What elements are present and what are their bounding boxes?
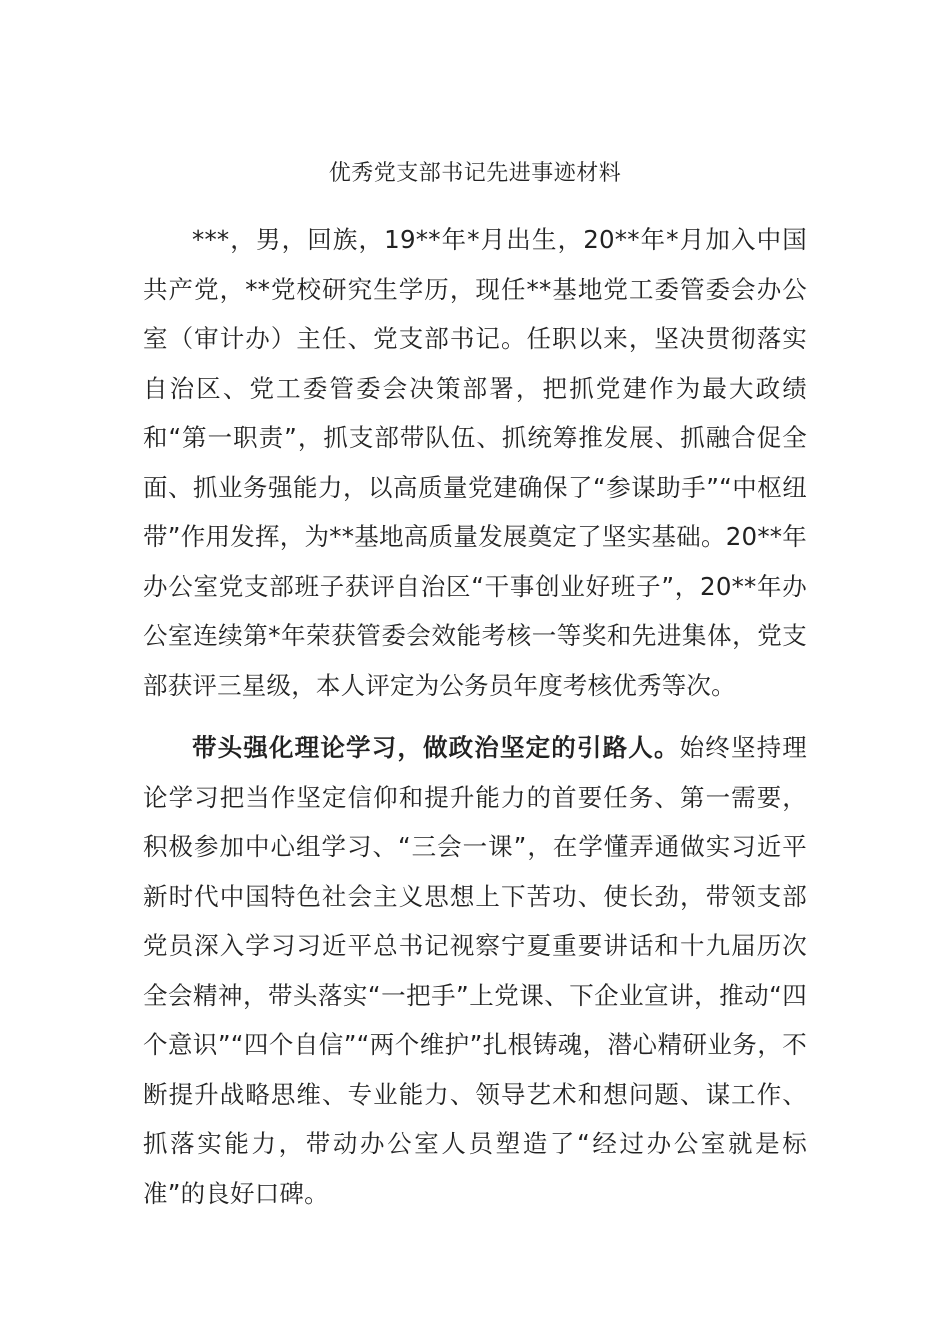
document-body — [143, 215, 807, 1218]
paragraph-profile — [143, 215, 807, 710]
document-title: 优秀党支部书记先进事迹材料 — [328, 161, 622, 186]
paragraph-text: ***，男，回族，19**年*月出生，20**年*月加入中国共产党，**党校研究生学历，现任**基地党工委管委会办公室（审计办）主任、党支部书记。任职以来，坚决贯彻落实自治区、党工委管委会决策部署，把抓党建作为最大政绩和“第一职责”，抓支部带队伍、抓统筹推发展、抓融合促全面、抓业务强能力，以高质量党建确保了“参谋助手”“中枢纽带”作用发挥，为**基地高质量发展奠定了坚实基础。20**年办公室党支部班子获评自治区“干事创业好班子”，20**年办公室连续第*年荣获管委会效能考核一等奖和先进集体，党支部获评三星级，本人评定为公务员年度考核优秀等次。 — [143, 225, 807, 700]
paragraph-theory-study — [143, 723, 807, 1218]
paragraph-text: 始终坚持理论学习把当作坚定信仰和提升能力的首要任务、第一需要，积极参加中心组学习、“三会一课”，在学懂弄通做实习近平新时代中国特色社会主义思想上下苦功、使长劲，带领支部党员深入学习习近平总书记视察宁夏重要讲话和十九届历次全会精神，带头落实“一把手”上党课、下企业宣讲，推动“四个意识”“四个自信”“两个维护”扎根铸魂，潜心精研业务，不断提升战略思维、专业能力、领导艺术和想问题、谋工作、抓落实能力，带动办公室人员塑造了“经过办公室就是标准”的良好口碑。 — [143, 733, 807, 1208]
paragraph-lead: 带头强化理论学习，做政治坚定的引路人。 — [192, 733, 680, 762]
